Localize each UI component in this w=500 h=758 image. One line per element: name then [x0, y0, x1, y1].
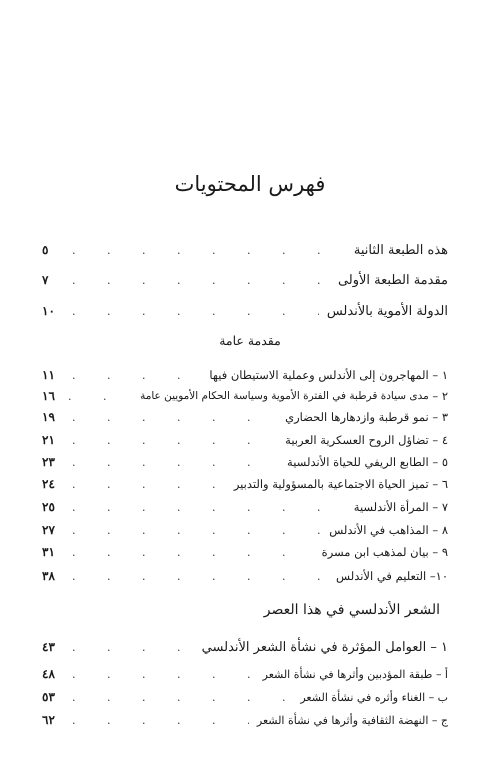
leader-dots [72, 305, 319, 318]
toc-entry [42, 431, 448, 449]
entry-number: ١ – [430, 639, 448, 655]
entry-page: ٣٨ [42, 569, 55, 583]
entry-text: الدولة الأموية بالأندلس [326, 303, 448, 319]
entry-number: ٨ – [432, 523, 448, 537]
leader-dots [72, 641, 194, 654]
leader-dots [72, 714, 249, 727]
entry-number: ٩ – [432, 545, 448, 559]
entry-page: ٤٨ [42, 667, 55, 681]
entry-page: ٢٥ [42, 500, 55, 514]
leader-dots [72, 411, 277, 424]
entry-page: ٢٧ [42, 523, 55, 537]
entry-text: الغناء وأثره في نشأة الشعر [300, 690, 426, 704]
leader-dots [72, 369, 201, 382]
leader-dots [72, 691, 292, 704]
toc-entry [42, 240, 448, 260]
entry-text: تضاؤل الروح العسكرية العربية [285, 433, 429, 447]
entry-number: ١٠– [429, 569, 448, 583]
leader-dots [72, 501, 346, 514]
entry-text: التعليم في الأندلس [336, 569, 427, 583]
entry-text: بيان لمذهب ابن مسرة [321, 545, 429, 559]
entry-page: ١١ [42, 368, 55, 382]
entry-page: ٤٣ [42, 640, 55, 654]
entry-page: ٦٢ [42, 713, 55, 727]
entry-page: ٢٤ [42, 477, 55, 491]
entry-page: ١٦ [42, 389, 55, 403]
page-title: فهرس المحتويات [174, 172, 326, 196]
entry-number: ٢ – [432, 389, 448, 403]
entry-number: ٣ – [432, 410, 448, 424]
entry-number: ج – [431, 713, 448, 727]
entry-text: الطابع الريفي للحياة الأندلسية [287, 455, 429, 469]
entry-page: ٥٣ [42, 690, 55, 704]
entry-text: العوامل المؤثرة في نشأة الشعر الأندلسي [201, 639, 427, 655]
leader-dots [72, 274, 330, 287]
entry-text: هذه الطبعة الثانية [353, 242, 448, 258]
leader-dots [72, 434, 277, 447]
entry-text: نمو قرطبة وازدهارها الحضاري [285, 410, 429, 424]
leader-dots [72, 668, 255, 681]
toc-entry [42, 366, 448, 384]
section-heading: الشعر الأندلسي في هذا العصر [263, 602, 440, 618]
entry-text: النهضة الثقافية وأثرها في نشأة الشعر [256, 713, 429, 727]
leader-dots [72, 524, 321, 537]
toc-entry [42, 498, 448, 516]
entry-text: تميز الحياة الاجتماعية بالمسؤولية والتدبير [233, 477, 429, 491]
toc-entry [42, 270, 448, 290]
entry-page: ١٩ [42, 410, 55, 424]
toc-entry [42, 408, 448, 426]
entry-text: مدى سيادة قرطبة في الفترة الأموية وسياسة الحكام الأمويين عامة [140, 390, 429, 402]
entry-text: مقدمة الطبعة الأولى [337, 272, 448, 288]
leader-dots [72, 478, 226, 491]
toc-entry [42, 711, 448, 729]
entry-page: ٧ [42, 273, 49, 287]
toc-entry [42, 521, 448, 539]
entry-text: طبقة المؤدبين وأثرها في نشأة الشعر [262, 667, 433, 681]
entry-text: المرأة الأندلسية [353, 500, 429, 514]
entry-number: أ – [435, 667, 448, 681]
toc-entry [42, 387, 448, 405]
entry-page: ٢٣ [42, 455, 55, 469]
entry-page: ٢١ [42, 433, 55, 447]
leader-dots [72, 244, 346, 257]
leader-dots [72, 546, 314, 559]
leader-dots [72, 456, 279, 469]
toc-entry [42, 637, 448, 657]
toc-entry [42, 665, 448, 683]
entry-text: المذاهب في الأندلس [329, 523, 429, 537]
entry-page: ١٠ [42, 304, 55, 318]
entry-text: المهاجرون إلى الأندلس وعملية الاستيطان فيها [209, 368, 429, 382]
toc-entry [42, 301, 448, 321]
toc-entry [42, 475, 448, 493]
entry-page: ٣١ [42, 545, 55, 559]
toc-entry [42, 543, 448, 561]
entry-number: ٦ – [432, 477, 448, 491]
leader-dots [72, 570, 328, 583]
section-heading: مقدمة عامة [219, 333, 281, 348]
leader-dots [68, 390, 136, 403]
entry-number: ١ – [432, 368, 448, 382]
entry-number: ب – [428, 690, 448, 704]
toc-entry [42, 688, 448, 706]
toc-entry [42, 453, 448, 471]
toc-entry [42, 567, 448, 585]
entry-number: ٥ – [432, 455, 448, 469]
entry-number: ٧ – [432, 500, 448, 514]
entry-number: ٤ – [432, 433, 448, 447]
entry-page: ٥ [42, 243, 49, 257]
